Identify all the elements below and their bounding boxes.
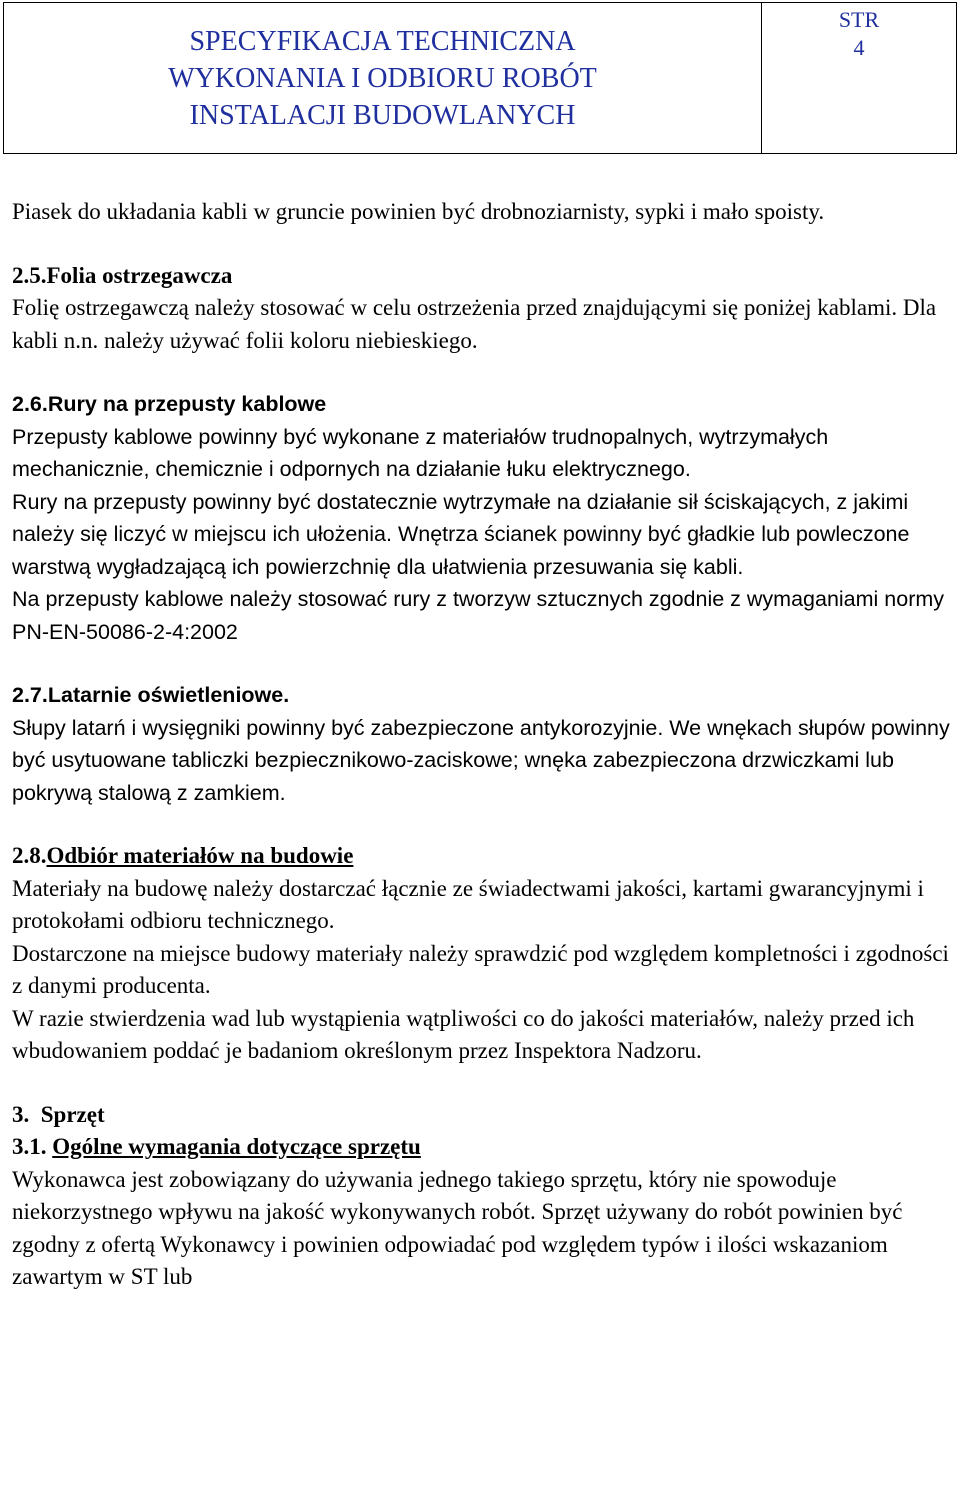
heading-3-1 (12, 1131, 952, 1164)
document-body (12, 196, 952, 1294)
document-header (3, 2, 957, 154)
heading-3: 3. Sprzęt (12, 1101, 105, 1127)
heading-2-8-number: 2.8. (12, 843, 47, 868)
paragraph-latarnie: Słupy latarń i wysięgniki powinny być zabezpieczone antykorozyjnie. We wnękach słupów powinny być usytuowane tabliczki bezpiecznikowo-zaciskowe; wnęka zabezpieczona drzwiczkami lub pokrywą stalową z zamkiem. (12, 715, 950, 805)
heading-2-8-text: Odbiór materiałów na budowie (46, 843, 354, 868)
paragraph-folia: Folię ostrzegawczą należy stosować w celu ostrzeżenia przed znajdującymi się poniżej kablami. Dla kabli n.n. należy używać folii koloru niebieskiego. (12, 295, 937, 353)
paragraph-sprzet: Wykonawca jest zobowiązany do używania jednego takiego sprzętu, który nie spowoduje niekorzystnego wpływu na jakość wykonywanych robót. Sprzęt używany do robót powinien być zgodny z ofertą Wykonawcy i powinien odpowiadać pod względem typów i ilości wskazaniom zawartym w ST lub (12, 1166, 903, 1289)
page-label: STR (838, 7, 880, 32)
header-title (4, 3, 762, 153)
header-page-box (762, 3, 956, 156)
paragraph-rury-3: Na przepusty kablowe należy stosować rury z tworzyw sztucznych zgodnie z wymaganiami normy PN-EN-50086-2-4:2002 (12, 587, 945, 644)
page-number: 4 (853, 35, 865, 60)
paragraph-odbior-1: Materiały na budowę należy dostarczać łącznie ze świadectwami jakości, kartami gwarancyjnymi i protokołami odbioru technicznego. (12, 875, 924, 933)
paragraph-odbior-3: W razie stwierdzenia wad lub wystąpienia wątpliwości co do jakości materiałów, należy przed ich wbudowaniem poddać je badaniom określonym przez Inspektora Nadzoru. (12, 1005, 915, 1063)
heading-2-7: 2.7.Latarnie oświetleniowe. (12, 683, 290, 707)
heading-3-1-number: 3.1. (12, 1134, 53, 1159)
heading-2-6: 2.6.Rury na przepusty kablowe (12, 392, 327, 416)
heading-2-8 (12, 840, 952, 873)
heading-2-5: 2.5.Folia ostrzegawcza (12, 262, 233, 288)
paragraph-rury-1: Przepusty kablowe powinny być wykonane z materiałów trudnopalnych, wytrzymałych mechanicznie, chemicznie i odpornych na działanie łuku elektrycznego. (12, 424, 829, 481)
paragraph-odbior-2: Dostarczone na miejsce budowy materiały należy sprawdzić pod względem kompletności i zgodności z danymi producenta. (12, 940, 949, 998)
header-title-line-1: SPECYFIKACJA TECHNICZNA (189, 25, 576, 57)
paragraph-piasek: Piasek do układania kabli w gruncie powinien być drobnoziarnisty, sypki i mało spoisty. (12, 199, 825, 224)
header-title-line-2: WYKONANIA I ODBIORU ROBÓT (168, 62, 597, 94)
paragraph-rury-2: Rury na przepusty powinny być dostatecznie wytrzymałe na działanie sił ściskających, z jakimi należy się liczyć w miejscu ich ułożenia. Wnętrza ścianek powinny być gładkie lub powleczone warstwą wygładzającą ich powierzchnię dla ułatwienia przesuwania się kabli. (12, 489, 910, 579)
heading-3-1-text: Ogólne wymagania dotyczące sprzętu (52, 1134, 421, 1159)
header-title-line-3: INSTALACJI BUDOWLANYCH (189, 99, 576, 131)
